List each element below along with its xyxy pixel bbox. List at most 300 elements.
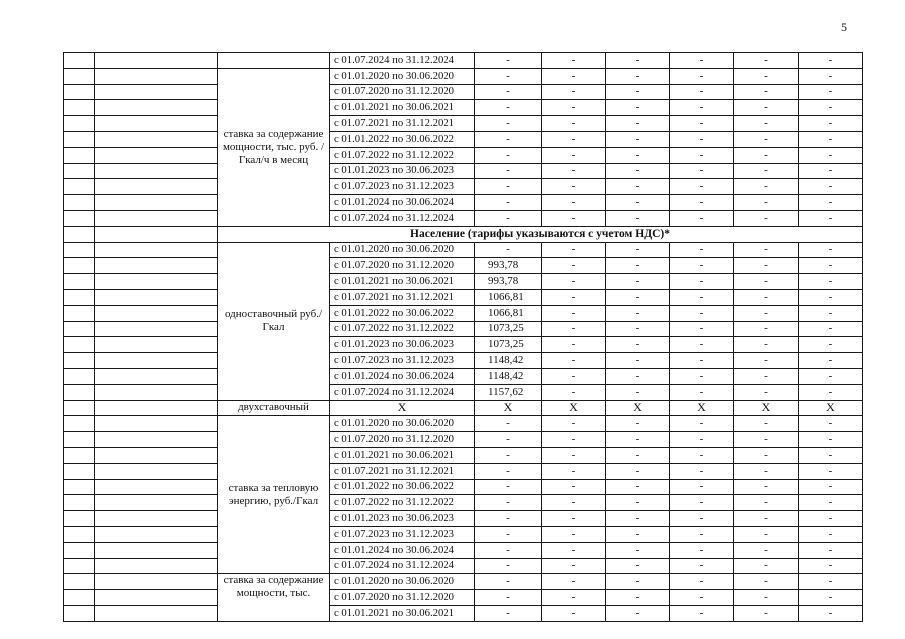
table-row — [64, 337, 863, 353]
row-name-cell — [95, 416, 218, 432]
value-cell: - — [475, 542, 542, 558]
period-cell: с 01.07.2020 по 31.12.2020 — [330, 258, 475, 274]
row-name-cell — [95, 226, 218, 242]
value-cell: - — [475, 100, 542, 116]
value-cell: - — [670, 558, 734, 574]
row-name-cell — [95, 605, 218, 621]
table-row — [64, 68, 863, 84]
value-cell: - — [799, 179, 863, 195]
value-cell: - — [542, 68, 606, 84]
row-number-cell — [64, 400, 95, 416]
value-cell: - — [670, 542, 734, 558]
value-cell: - — [670, 495, 734, 511]
table-row — [64, 147, 863, 163]
table-row — [64, 305, 863, 321]
value-cell: - — [606, 242, 670, 258]
period-cell: с 01.07.2022 по 31.12.2022 — [330, 321, 475, 337]
value-cell: - — [799, 163, 863, 179]
row-name-cell — [95, 590, 218, 606]
row-name-cell — [95, 495, 218, 511]
row-number-cell — [64, 479, 95, 495]
value-cell: - — [799, 511, 863, 527]
tariff-type-label: ставка за содержание мощности, тыс. руб. /Гкал/ч в месяц — [218, 68, 330, 226]
value-cell: - — [542, 258, 606, 274]
value-cell: - — [542, 147, 606, 163]
table-row — [64, 605, 863, 621]
row-name-cell — [95, 337, 218, 353]
tariff-type-cell — [218, 53, 330, 69]
value-cell: - — [606, 558, 670, 574]
row-name-cell — [95, 68, 218, 84]
value-cell: - — [542, 526, 606, 542]
row-name-cell — [95, 179, 218, 195]
value-cell: - — [734, 179, 799, 195]
value-cell: - — [799, 495, 863, 511]
row-name-cell — [95, 447, 218, 463]
value-cell: - — [734, 416, 799, 432]
value-cell: - — [670, 242, 734, 258]
period-cell: с 01.07.2022 по 31.12.2022 — [330, 147, 475, 163]
value-cell: - — [799, 447, 863, 463]
value-cell: Х — [542, 400, 606, 416]
table-row — [64, 368, 863, 384]
row-number-cell — [64, 463, 95, 479]
value-cell: - — [734, 605, 799, 621]
period-cell: с 01.01.2021 по 30.06.2021 — [330, 100, 475, 116]
value-cell: - — [475, 463, 542, 479]
value-cell: - — [542, 100, 606, 116]
value-cell: - — [799, 353, 863, 369]
value-cell: - — [734, 242, 799, 258]
value-cell: - — [799, 542, 863, 558]
value-cell: - — [475, 495, 542, 511]
value-cell: - — [542, 384, 606, 400]
value-cell: 993,78 — [475, 258, 542, 274]
value-cell: - — [542, 179, 606, 195]
value-cell: Х — [475, 400, 542, 416]
row-name-cell — [95, 511, 218, 527]
value-cell: - — [799, 305, 863, 321]
value-cell: - — [542, 463, 606, 479]
value-cell: - — [475, 195, 542, 211]
table-row — [64, 163, 863, 179]
value-cell: - — [475, 526, 542, 542]
value-cell: - — [670, 116, 734, 132]
table-row — [64, 463, 863, 479]
tariff-type-label: ставка за тепловую энергию, руб./Гкал — [218, 416, 330, 574]
value-cell: - — [606, 432, 670, 448]
value-cell: - — [734, 116, 799, 132]
value-cell: - — [670, 163, 734, 179]
value-cell: - — [606, 479, 670, 495]
value-cell: - — [542, 53, 606, 69]
value-cell: - — [734, 163, 799, 179]
value-cell: - — [734, 495, 799, 511]
value-cell: - — [734, 210, 799, 226]
row-name-cell — [95, 526, 218, 542]
value-cell: - — [799, 321, 863, 337]
value-cell: - — [734, 147, 799, 163]
value-cell: - — [475, 447, 542, 463]
value-cell: - — [734, 321, 799, 337]
value-cell: - — [606, 353, 670, 369]
row-name-cell — [95, 116, 218, 132]
value-cell: Х — [799, 400, 863, 416]
period-cell: с 01.01.2020 по 30.06.2020 — [330, 574, 475, 590]
period-cell: с 01.01.2020 по 30.06.2020 — [330, 68, 475, 84]
value-cell: Х — [734, 400, 799, 416]
table-row — [64, 258, 863, 274]
value-cell: - — [606, 68, 670, 84]
period-cell: с 01.01.2023 по 30.06.2023 — [330, 337, 475, 353]
row-number-cell — [64, 337, 95, 353]
row-name-cell — [95, 195, 218, 211]
value-cell: - — [606, 258, 670, 274]
row-name-cell — [95, 353, 218, 369]
value-cell: - — [799, 605, 863, 621]
value-cell: - — [734, 274, 799, 290]
value-cell: - — [606, 100, 670, 116]
row-number-cell — [64, 274, 95, 290]
value-cell: - — [542, 495, 606, 511]
value-cell: - — [670, 463, 734, 479]
value-cell: - — [734, 337, 799, 353]
value-cell: - — [606, 337, 670, 353]
value-cell: - — [475, 163, 542, 179]
value-cell: - — [670, 305, 734, 321]
table-row — [64, 242, 863, 258]
row-name-cell — [95, 258, 218, 274]
row-number-cell — [64, 195, 95, 211]
value-cell: - — [734, 368, 799, 384]
value-cell: - — [606, 210, 670, 226]
period-cell: с 01.07.2023 по 31.12.2023 — [330, 179, 475, 195]
table-row — [64, 558, 863, 574]
value-cell: - — [542, 432, 606, 448]
value-cell: - — [475, 147, 542, 163]
value-cell: - — [475, 84, 542, 100]
row-name-cell — [95, 147, 218, 163]
value-cell: - — [475, 605, 542, 621]
row-number-cell — [64, 53, 95, 69]
period-cell: с 01.01.2024 по 30.06.2024 — [330, 195, 475, 211]
row-number-cell — [64, 590, 95, 606]
table-row — [64, 511, 863, 527]
value-cell: - — [670, 195, 734, 211]
value-cell: - — [734, 479, 799, 495]
value-cell: - — [734, 542, 799, 558]
value-cell: - — [799, 274, 863, 290]
value-cell: - — [670, 416, 734, 432]
row-number-cell — [64, 100, 95, 116]
period-cell: с 01.01.2022 по 30.06.2022 — [330, 479, 475, 495]
value-cell: - — [799, 53, 863, 69]
value-cell: - — [670, 289, 734, 305]
row-number-cell — [64, 353, 95, 369]
value-cell: - — [606, 495, 670, 511]
value-cell: - — [475, 574, 542, 590]
value-cell: - — [670, 574, 734, 590]
value-cell: - — [734, 53, 799, 69]
value-cell: - — [606, 526, 670, 542]
value-cell: - — [799, 368, 863, 384]
period-cell: с 01.07.2024 по 31.12.2024 — [330, 210, 475, 226]
value-cell: - — [475, 479, 542, 495]
period-cell: с 01.01.2023 по 30.06.2023 — [330, 163, 475, 179]
value-cell: - — [606, 368, 670, 384]
period-cell: с 01.01.2023 по 30.06.2023 — [330, 511, 475, 527]
row-name-cell — [95, 210, 218, 226]
table-row — [64, 353, 863, 369]
value-cell: - — [670, 353, 734, 369]
value-cell: - — [475, 210, 542, 226]
row-name-cell — [95, 574, 218, 590]
row-name-cell — [95, 274, 218, 290]
value-cell: - — [799, 479, 863, 495]
row-name-cell — [95, 558, 218, 574]
value-cell: - — [542, 605, 606, 621]
value-cell: 1073,25 — [475, 337, 542, 353]
value-cell: - — [734, 289, 799, 305]
value-cell: - — [799, 337, 863, 353]
row-name-cell — [95, 163, 218, 179]
row-number-cell — [64, 495, 95, 511]
value-cell: - — [542, 274, 606, 290]
period-cell: с 01.07.2022 по 31.12.2022 — [330, 495, 475, 511]
period-cell: с 01.07.2020 по 31.12.2020 — [330, 590, 475, 606]
tariff-type-label: двухставочный — [218, 400, 330, 416]
table-row — [64, 590, 863, 606]
value-cell: - — [670, 321, 734, 337]
row-number-cell — [64, 605, 95, 621]
value-cell: - — [542, 479, 606, 495]
value-cell: - — [734, 574, 799, 590]
value-cell: - — [606, 321, 670, 337]
row-number-cell — [64, 242, 95, 258]
value-cell: - — [606, 84, 670, 100]
row-name-cell — [95, 84, 218, 100]
row-name-cell — [95, 242, 218, 258]
table-row — [64, 384, 863, 400]
row-number-cell — [64, 384, 95, 400]
row-number-cell — [64, 432, 95, 448]
value-cell: - — [670, 68, 734, 84]
period-cell: с 01.07.2024 по 31.12.2024 — [330, 384, 475, 400]
value-cell: - — [799, 289, 863, 305]
row-number-cell — [64, 511, 95, 527]
value-cell: - — [606, 511, 670, 527]
period-cell: с 01.07.2024 по 31.12.2024 — [330, 558, 475, 574]
value-cell: - — [799, 195, 863, 211]
value-cell: - — [670, 384, 734, 400]
value-cell: - — [799, 416, 863, 432]
tariff-type-label: одноставочный руб./Гкал — [218, 242, 330, 400]
value-cell: 1073,25 — [475, 321, 542, 337]
table-row — [64, 495, 863, 511]
row-name-cell — [95, 131, 218, 147]
row-number-cell — [64, 447, 95, 463]
period-cell: с 01.07.2023 по 31.12.2023 — [330, 353, 475, 369]
value-cell: - — [606, 289, 670, 305]
value-cell: - — [734, 463, 799, 479]
value-cell: - — [799, 116, 863, 132]
period-cell: с 01.01.2022 по 30.06.2022 — [330, 305, 475, 321]
value-cell: 1066,81 — [475, 305, 542, 321]
value-cell: - — [606, 305, 670, 321]
value-cell: - — [475, 116, 542, 132]
value-cell: - — [606, 590, 670, 606]
row-name-cell — [95, 463, 218, 479]
value-cell: - — [670, 274, 734, 290]
value-cell: - — [670, 179, 734, 195]
value-cell: - — [475, 68, 542, 84]
table-row — [64, 116, 863, 132]
value-cell: 1148,42 — [475, 368, 542, 384]
value-cell: 1157,62 — [475, 384, 542, 400]
row-number-cell — [64, 526, 95, 542]
value-cell: - — [606, 384, 670, 400]
row-number-cell — [64, 574, 95, 590]
value-cell: - — [542, 590, 606, 606]
value-cell: - — [799, 574, 863, 590]
table-row — [64, 179, 863, 195]
table-row — [64, 432, 863, 448]
value-cell: - — [799, 258, 863, 274]
row-number-cell — [64, 289, 95, 305]
value-cell: - — [799, 432, 863, 448]
value-cell: - — [542, 210, 606, 226]
row-name-cell — [95, 384, 218, 400]
row-number-cell — [64, 210, 95, 226]
value-cell: - — [475, 590, 542, 606]
row-name-cell — [95, 400, 218, 416]
value-cell: - — [799, 147, 863, 163]
value-cell: - — [670, 432, 734, 448]
row-number-cell — [64, 226, 95, 242]
value-cell: - — [734, 558, 799, 574]
value-cell: - — [734, 511, 799, 527]
value-cell: - — [734, 258, 799, 274]
table-row — [64, 416, 863, 432]
table-row — [64, 53, 863, 69]
period-cell: с 01.07.2021 по 31.12.2021 — [330, 289, 475, 305]
value-cell: - — [734, 195, 799, 211]
value-cell: - — [670, 131, 734, 147]
row-number-cell — [64, 558, 95, 574]
value-cell: - — [606, 53, 670, 69]
value-cell: - — [606, 416, 670, 432]
table-row — [64, 289, 863, 305]
value-cell: - — [734, 447, 799, 463]
value-cell: - — [606, 574, 670, 590]
period-cell: с 01.01.2022 по 30.06.2022 — [330, 131, 475, 147]
value-cell: - — [799, 100, 863, 116]
value-cell: - — [670, 605, 734, 621]
table-row — [64, 400, 863, 416]
row-number-cell — [64, 258, 95, 274]
table-row — [64, 210, 863, 226]
value-cell: - — [475, 179, 542, 195]
value-cell: - — [475, 131, 542, 147]
value-cell: - — [542, 289, 606, 305]
row-name-cell — [95, 289, 218, 305]
value-cell: - — [542, 558, 606, 574]
row-number-cell — [64, 368, 95, 384]
value-cell: - — [606, 463, 670, 479]
table-row — [64, 100, 863, 116]
row-number-cell — [64, 116, 95, 132]
value-cell: - — [734, 384, 799, 400]
table-row — [64, 131, 863, 147]
value-cell: 993,78 — [475, 274, 542, 290]
value-cell: - — [670, 368, 734, 384]
period-cell: с 01.01.2021 по 30.06.2021 — [330, 605, 475, 621]
value-cell: - — [606, 131, 670, 147]
period-cell: с 01.07.2020 по 31.12.2020 — [330, 432, 475, 448]
value-cell: - — [734, 590, 799, 606]
value-cell: - — [475, 416, 542, 432]
value-cell: - — [542, 447, 606, 463]
table-row — [64, 526, 863, 542]
row-number-cell — [64, 147, 95, 163]
page-number: 5 — [841, 20, 847, 34]
value-cell: - — [475, 558, 542, 574]
value-cell: - — [542, 368, 606, 384]
value-cell: - — [542, 542, 606, 558]
row-name-cell — [95, 479, 218, 495]
row-number-cell — [64, 163, 95, 179]
row-number-cell — [64, 131, 95, 147]
value-cell: - — [542, 305, 606, 321]
value-cell: - — [799, 384, 863, 400]
value-cell: - — [606, 542, 670, 558]
section-title: Население (тарифы указываются с учетом НДС)* — [218, 226, 863, 242]
value-cell: - — [670, 100, 734, 116]
period-cell: с 01.07.2024 по 31.12.2024 — [330, 53, 475, 69]
value-cell: 1148,42 — [475, 353, 542, 369]
value-cell: Х — [670, 400, 734, 416]
value-cell: - — [542, 84, 606, 100]
value-cell: - — [734, 100, 799, 116]
value-cell: - — [606, 163, 670, 179]
value-cell: - — [734, 84, 799, 100]
value-cell: - — [799, 590, 863, 606]
value-cell: - — [542, 416, 606, 432]
value-cell: - — [542, 242, 606, 258]
value-cell: - — [734, 353, 799, 369]
period-cell: с 01.01.2024 по 30.06.2024 — [330, 368, 475, 384]
value-cell: - — [799, 210, 863, 226]
period-cell: с 01.07.2021 по 31.12.2021 — [330, 116, 475, 132]
value-cell: - — [542, 574, 606, 590]
period-cell: Х — [330, 400, 475, 416]
value-cell: - — [670, 258, 734, 274]
value-cell: - — [799, 242, 863, 258]
value-cell: Х — [606, 400, 670, 416]
value-cell: - — [606, 147, 670, 163]
value-cell: - — [475, 511, 542, 527]
value-cell: - — [734, 432, 799, 448]
value-cell: - — [670, 511, 734, 527]
row-number-cell — [64, 305, 95, 321]
value-cell: - — [542, 511, 606, 527]
tariff-table — [63, 52, 863, 622]
value-cell: - — [606, 274, 670, 290]
period-cell: с 01.07.2021 по 31.12.2021 — [330, 463, 475, 479]
value-cell: - — [799, 463, 863, 479]
value-cell: - — [606, 447, 670, 463]
value-cell: - — [799, 68, 863, 84]
